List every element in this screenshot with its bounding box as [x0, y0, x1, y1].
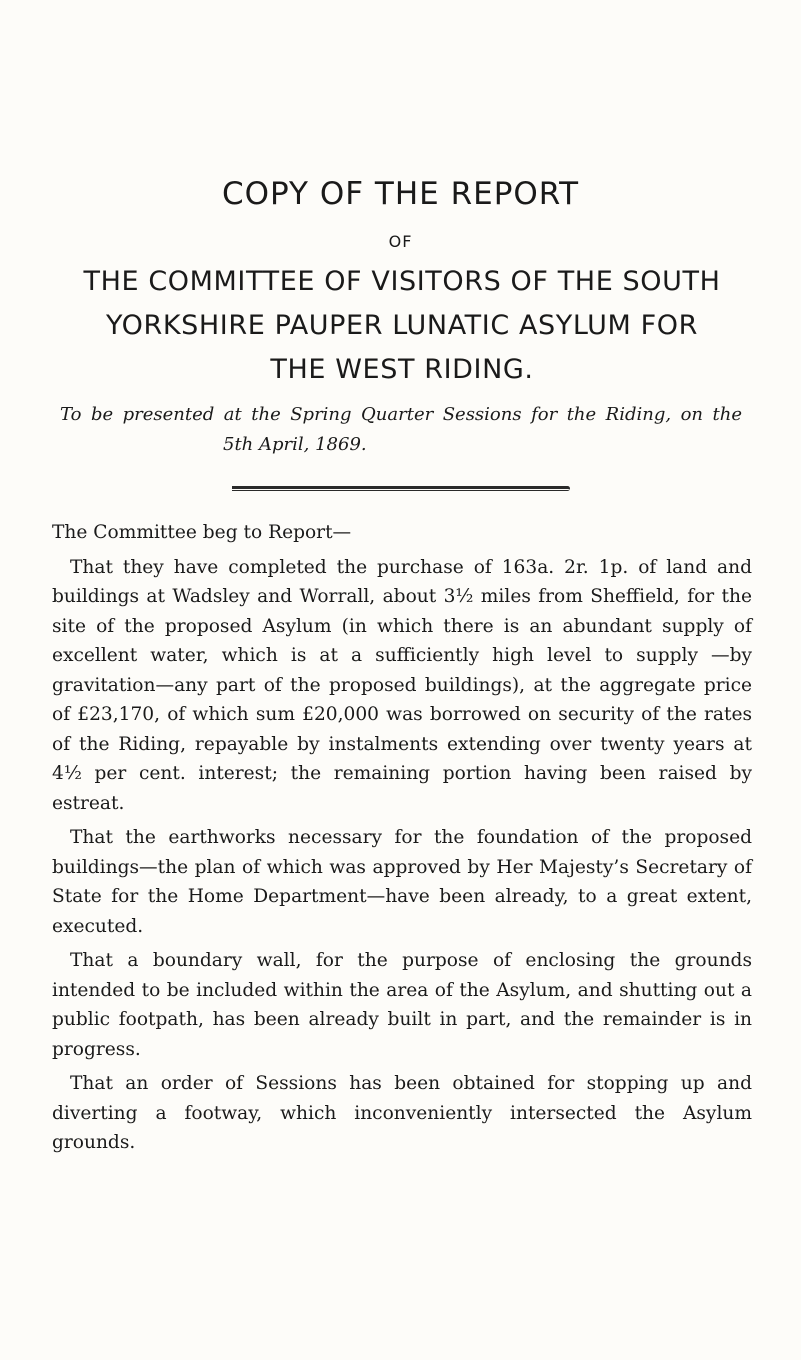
presentation-note — [60, 400, 742, 460]
report-paragraph: That they have completed the purchase of 163a. 2r. 1p. of land and buildings at Wadsley and Worrall, about 3½ miles from Sheffield, for the site of the proposed Asylum (in which there is an abundant supply of excellent water, which is at a sufficiently high level to supply —by gravitation—any part of the proposed buildings), at the aggregate price of £23,170, of which sum £20,000 was borrowed on security of the rates of the Riding, repayable by instalments extending over twenty years at 4½ per cent. interest; the remaining portion having been raised by estreat. — [52, 556, 752, 814]
title-connector: OF — [388, 232, 413, 251]
presentation-note-line: To be presented at the Spring Quarter Sessions for the Riding, on the — [60, 404, 742, 425]
report-paragraph: That an order of Sessions has been obtained for stopping up and diverting a footway, which inconveniently intersected the Asylum grounds. — [52, 1073, 752, 1153]
presentation-note-line: 5th April, 1869. — [223, 434, 367, 455]
report-paragraph: That the earthworks necessary for the foundation of the proposed buildings—the plan of which was approved by Her Majesty’s Secretary of State for the Home Department—have been already, to a great extent, executed. — [52, 827, 752, 937]
report-intro: The Committee beg to Report— — [52, 522, 352, 543]
document-title: COPY OF THE REPORT — [221, 176, 580, 212]
report-body — [52, 518, 752, 1163]
document-subtitle — [52, 260, 752, 392]
section-divider — [232, 486, 570, 491]
report-paragraph: That a boundary wall, for the purpose of enclosing the grounds intended to be included within the area of the Asylum, and shutting out a public footpath, has been already built in part, and the remainder is in progress. — [52, 950, 752, 1060]
subtitle-line: THE WEST RIDING. — [270, 354, 534, 385]
subtitle-line: THE COMMITTEE OF VISITORS OF THE SOUTH — [83, 266, 721, 297]
subtitle-line: YORKSHIRE PAUPER LUNATIC ASYLUM FOR — [106, 310, 698, 341]
